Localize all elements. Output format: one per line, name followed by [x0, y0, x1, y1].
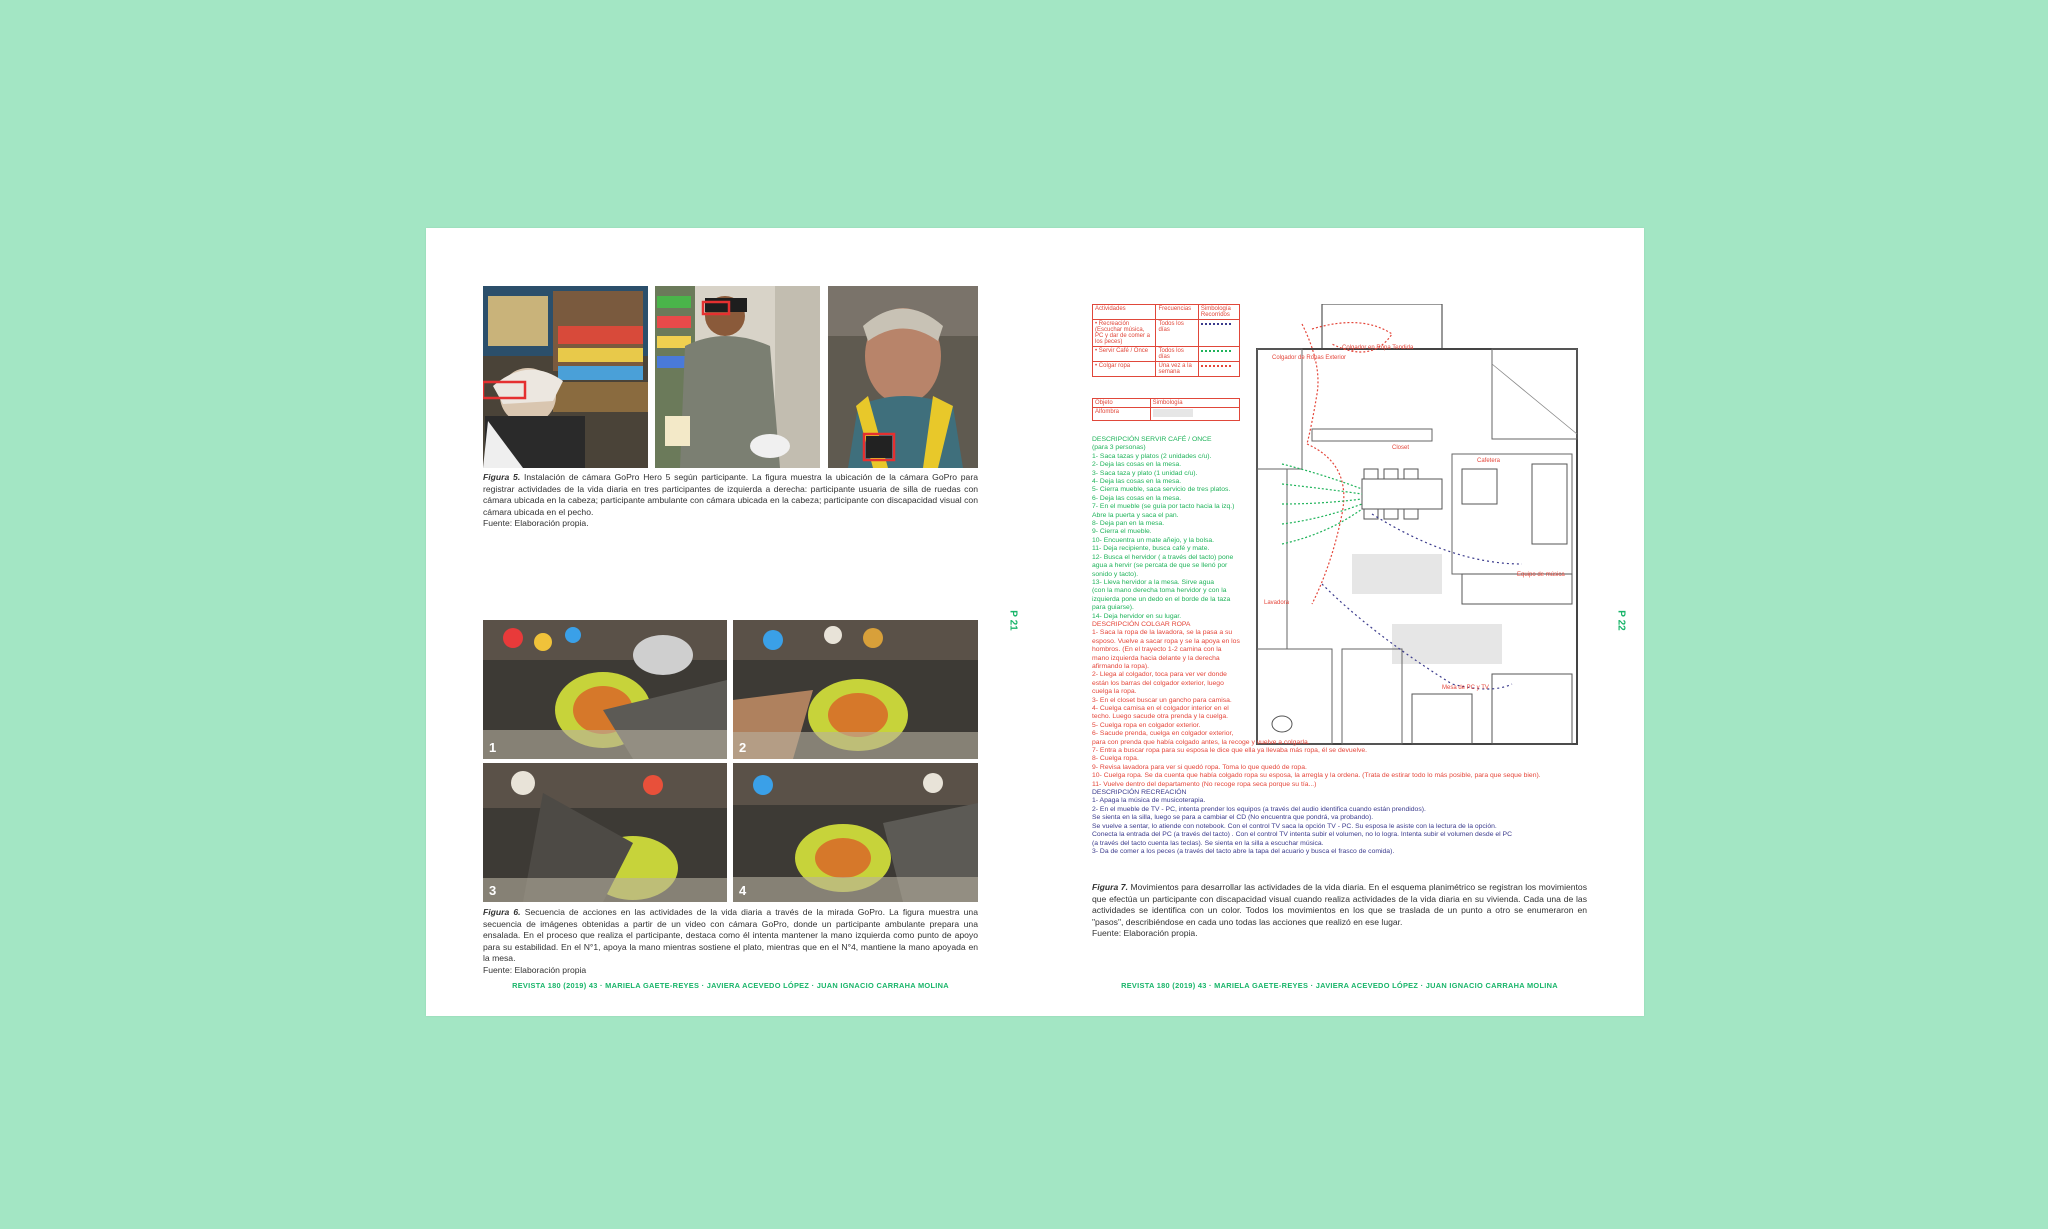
desc-cafe-line: agua a hervir (se percata de que se llenó por [1092, 562, 1228, 570]
figure7-source: Fuente: Elaboración propia. [1092, 928, 1198, 939]
object-legend-table [1092, 398, 1240, 421]
legend-frequency: Todos los días [1156, 320, 1198, 347]
plan-label-mesa-pc: Mesa de PC y TV [1442, 685, 1489, 691]
plan-label-equipo-musica: Equipo de música [1517, 572, 1565, 578]
plan-label-closet: Closet [1392, 445, 1410, 451]
desc-cafe-line: 7- En el mueble (se guía por tacto hacia la izq.) [1092, 503, 1235, 511]
legend-activity: • Colgar ropa [1093, 362, 1156, 377]
plan-label-colgador-exterior: Colgador de Ropas Exterior [1272, 355, 1347, 361]
figure6-label: Figura 6. [483, 907, 521, 917]
desc-cafe-line: 1- Saca tazas y platos (2 unidades c/u). [1092, 452, 1212, 460]
sequence-frame-1 [483, 620, 727, 759]
figure7-text: Movimientos para desarrollar las actividades de la vida diaria. En el esquema planimétrico se registran los movimientos que efectúa un participante con discapacidad visual cuando realiza actividades de la vida diaria en su vivienda. Cada una de las actividades se identifica con un color. Todos los movimientos en los que se traslada de un punto a otro se enumeraron en "pasos", describiéndose en cada uno todas las acciones que realizó en ese lugar. [1092, 882, 1587, 927]
right-page-footer: REVISTA 180 (2019) 43 · MARIELA GAETE-REYES · JAVIERA ACEVEDO LÓPEZ · JUAN IGNACIO CARRAHA MOLINA [1121, 981, 1558, 990]
frame-number-2: 2 [739, 740, 747, 755]
figure7-label: Figura 7. [1092, 882, 1128, 892]
desc-ropa-line: 11- Vuelve dentro del departamento (No recoge ropa seca porque su tía...) [1092, 780, 1317, 788]
desc-cafe-line: 14- Deja hervidor en su lugar. [1092, 612, 1182, 620]
desc-cafe-line: (para 3 personas) [1092, 444, 1146, 452]
desc-ropa-line: esposo. Vuelve a sacar ropa y se la apoya en los [1092, 637, 1240, 645]
photo-wheelchair-participant [483, 286, 648, 468]
magazine-spread [426, 228, 1644, 1016]
figure5-source: Fuente: Elaboración propia. [483, 518, 589, 529]
figure5-label: Figura 5. [483, 472, 521, 482]
desc-cafe-line: Abre la puerta y saca el pan. [1092, 511, 1179, 519]
right-page [1035, 228, 1644, 1016]
left-page [426, 228, 1035, 1016]
desc-cafe-line: 10- Encuentra un mate añejo, y la bolsa. [1092, 536, 1215, 544]
legend-header: Simbología Recorridos [1198, 305, 1239, 320]
desc-ropa-line: mano izquierda hacia delante y la derecha [1092, 654, 1220, 662]
figure6-source: Fuente: Elaboración propia [483, 964, 587, 975]
plan-label-lavadora: Lavadora [1264, 600, 1290, 606]
sequence-frame-3 [483, 763, 727, 902]
desc-ropa-line: 3- En el closet buscar un gancho para camisa. [1092, 696, 1232, 704]
object-name: Alfombra [1093, 408, 1151, 421]
legend-symbol-red [1198, 362, 1239, 377]
legend-frequency: Una vez a la semana [1156, 362, 1198, 377]
page-number-left: P 21 [1007, 610, 1019, 631]
desc-rec-line: Se vuelve a sentar, lo atiende con notebook. Con el control TV saca la opción TV - PC. Su esposa le asiste con la lectura de la opción. [1092, 822, 1497, 830]
figure5-caption [483, 472, 978, 530]
desc-ropa-line: para con prenda que había colgado antes, la recoge y vuelve a colgarla. [1092, 738, 1310, 746]
frame-number-4: 4 [739, 883, 747, 898]
desc-cafe-title: DESCRIPCIÓN SERVIR CAFÉ / ONCE [1092, 436, 1212, 443]
desc-rec-line: Conecta la entrada del PC (a través del tacto) . Con el control TV intenta subir el volumen, no lo logra. Intenta subir el volumen desde el PC [1092, 831, 1512, 839]
desc-ropa-line: 1- Saca la ropa de la lavadora, se la pasa a su [1092, 629, 1233, 637]
figure6-text: Secuencia de acciones en las actividades de la vida diaria a través de la mirada GoPro. La figura muestra una secuencia de imágenes obtenidas a partir de un video con cámara GoPro, donde un participante ambulante prepara una ensalada. En el proceso que realiza el participante, destaca como él intenta mantener la mano izquierda como punto de apoyo para su estabilidad. En el N°1, apoya la mano mientras sostiene el plato, mientras que en el N°4, mantiene la mano apoyada en la mesa. [483, 907, 978, 964]
sequence-frame-2 [733, 620, 978, 759]
page-number-right: P 22 [1615, 610, 1627, 631]
left-page-footer: REVISTA 180 (2019) 43 · MARIELA GAETE-REYES · JAVIERA ACEVEDO LÓPEZ · JUAN IGNACIO CARRAHA MOLINA [512, 981, 949, 990]
legend-frequency: Todos los días [1156, 347, 1198, 362]
desc-ropa-line: 6- Sacude prenda, cuelga en colgador exterior, [1092, 730, 1234, 738]
desc-ropa-line: cuelga la ropa. [1092, 688, 1137, 696]
desc-rec-line: 3- Da de comer a los peces (a través del tacto abre la tapa del acuario y busca el frasco de comida). [1092, 847, 1395, 855]
desc-cafe-line: 8- Deja pan en la mesa. [1092, 520, 1165, 528]
plan-label-cafetera: Cafetera [1477, 458, 1501, 464]
desc-rec-title: DESCRIPCIÓN RECREACIÓN [1092, 789, 1187, 797]
desc-cafe-line: 4- Deja las cosas en la mesa. [1092, 478, 1182, 486]
figure5-text: Instalación de cámara GoPro Hero 5 según participante. La figura muestra la ubicación de la cámara GoPro para registrar actividades de la vida diaria en tres participantes de izquierda a derecha: participante usuaria de silla de ruedas con cámara ubicada en la cabeza; participante ambulante con cámara ubicada en la cabeza; participante con discapacidad visual con cámara ubicada en el pecho. [483, 472, 978, 517]
legend-activity: • Recreación (Escuchar música, PC y dar de comer a los peces) [1093, 320, 1156, 347]
desc-cafe-line: 5- Cierra mueble, saca servicio de tres platos. [1092, 486, 1231, 494]
figure7-graphic [1092, 304, 1582, 894]
desc-cafe-line: 13- Lleva hervidor a la mesa. Sirve agua [1092, 578, 1215, 586]
desc-ropa-line: 2- Llega al colgador, toca para ver ver donde [1092, 671, 1227, 679]
object-header: Simbología [1150, 399, 1239, 408]
desc-cafe-line: 3- Saca taza y plato (1 unidad c/u). [1092, 469, 1198, 477]
desc-rec-line: (a través del tacto cuenta las teclas). Se sienta en la silla a escuchar música. [1092, 839, 1324, 847]
legend-header: Actividades [1093, 305, 1156, 320]
desc-ropa-title: DESCRIPCIÓN COLGAR ROPA [1092, 620, 1191, 628]
figure7-caption [1092, 882, 1587, 940]
desc-ropa-line: 4- Cuelga camisa en el colgador interior en el [1092, 705, 1229, 712]
desc-ropa-line: hombros. (En el trayecto 1-2 camina con la [1092, 646, 1222, 654]
desc-rec-line: Se sienta en la silla, luego se para a cambiar el CD (No encuentra que pondrá, va probando). [1092, 814, 1374, 822]
legend-header: Frecuencias [1156, 305, 1198, 320]
desc-ropa-line: techo. Luego sacude otra prenda y la cuelga. [1092, 713, 1229, 721]
desc-cafe-line: (con la mano derecha toma hervidor y con la [1092, 587, 1227, 595]
desc-cafe-line: sonido y tacto). [1092, 570, 1139, 578]
legend-symbol-green [1198, 347, 1239, 362]
desc-ropa-line: 5- Cuelga ropa en colgador exterior. [1092, 721, 1201, 729]
desc-ropa-line: afirmando la ropa). [1092, 662, 1150, 670]
activities-legend-table [1092, 304, 1240, 377]
desc-cafe-line: 6- Deja las cosas en la mesa. [1092, 494, 1182, 502]
frame-number-3: 3 [489, 883, 497, 898]
desc-ropa-line: 8- Cuelga ropa. [1092, 755, 1139, 763]
desc-ropa-line: 7- Entra a buscar ropa para su esposa le dice que ella ya llevaba más ropa, él se devuelve. [1092, 747, 1368, 755]
photo-visually-impaired-participant [828, 286, 978, 468]
desc-cafe-line: para guiarse). [1092, 604, 1134, 612]
desc-cafe-line: 2- Deja las cosas en la mesa. [1092, 461, 1182, 469]
desc-cafe-line: izquierda pone un dedo en el borde de la taza [1092, 595, 1231, 603]
activity-descriptions [1092, 436, 1572, 856]
desc-cafe-line: 11- Deja recipiente, busca café y mate. [1092, 545, 1210, 553]
desc-rec-line: 1- Apaga la música de musicoterapia. [1092, 797, 1206, 805]
sequence-frame-4 [733, 763, 978, 902]
figure6-caption [483, 907, 978, 977]
object-symbol [1150, 408, 1239, 421]
frame-number-1: 1 [489, 740, 497, 755]
desc-ropa-line: 10- Cuelga ropa. Se da cuenta que había colgado ropa su esposa, la arregla y la ordena. (Trata de estirar todo lo más posible, para que seque bien). [1092, 772, 1541, 780]
desc-ropa-line: 9- Revisa lavadora para ver si quedó ropa. Toma lo que quedó de ropa. [1092, 763, 1307, 771]
legend-activity: • Servir Café / Once [1093, 347, 1156, 362]
photo-ambulant-participant [655, 286, 820, 468]
desc-cafe-line: 9- Cierra el mueble. [1092, 528, 1152, 536]
desc-rec-line: 2- En el mueble de TV - PC, intenta prender los equipos (a través del audio identifica cuando están prendidos). [1092, 805, 1426, 813]
desc-ropa-line: están los barras del colgador exterior, luego [1092, 679, 1224, 687]
legend-symbol-blue [1198, 320, 1239, 347]
object-header: Objeto [1093, 399, 1151, 408]
plan-label-colgador-ropa: Colgador en Ropa Tendida [1342, 345, 1414, 351]
desc-cafe-line: 12- Busca el hervidor ( a través del tacto) pone [1092, 553, 1234, 561]
